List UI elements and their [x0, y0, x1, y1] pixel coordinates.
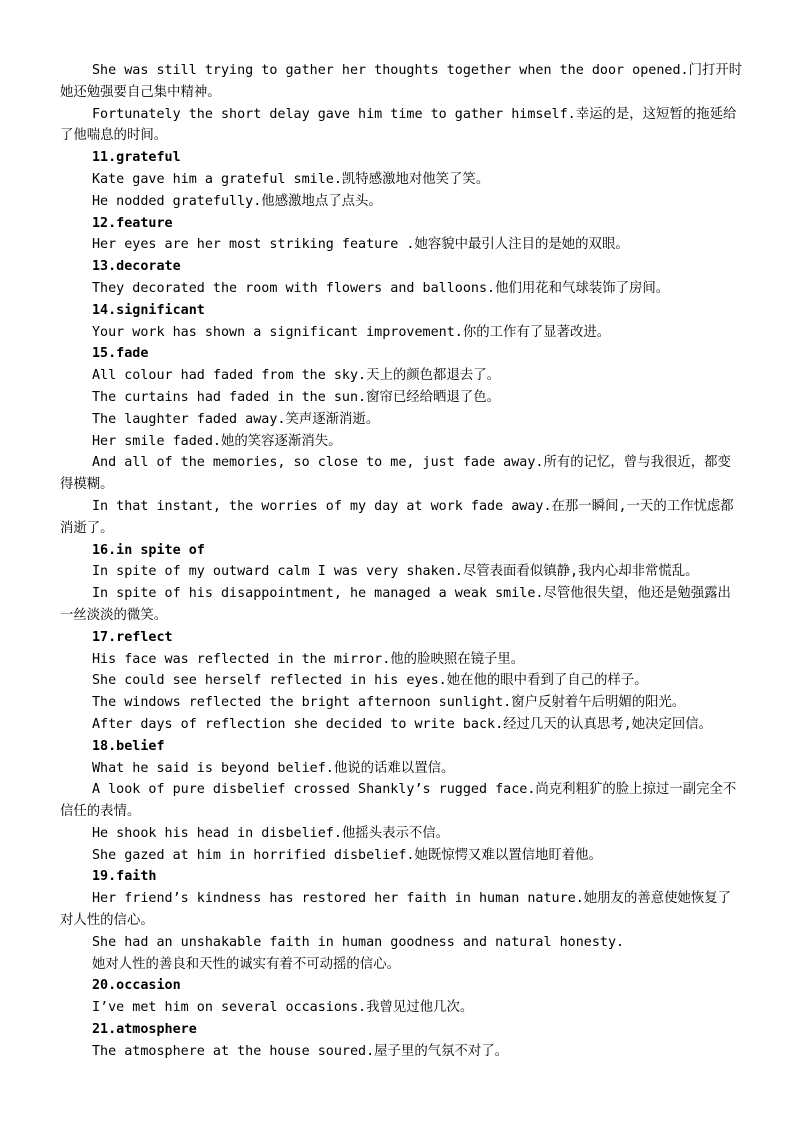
entry-heading: 15.fade: [92, 346, 149, 362]
entry-heading: 14.significant: [92, 302, 205, 318]
example-line: What he said is beyond belief.他说的话难以置信。: [92, 760, 455, 776]
example-line: Her smile faded.她的笑容逐渐消失。: [92, 433, 342, 449]
example-line: The atmosphere at the house soured.屋子里的气氛不对了。: [92, 1043, 509, 1059]
entry-in-spite-of: [60, 540, 744, 627]
example-line: She could see herself reflected in his eyes.她在他的眼中看到了自己的样子。: [92, 673, 648, 689]
entry-atmosphere: [60, 1019, 744, 1063]
intro-line: Fortunately the short delay gave him time to gather himself.幸运的是，这短暂的拖延给了他喘息的时间。: [60, 106, 737, 144]
entry-heading: 13.decorate: [92, 259, 181, 275]
example-line: The curtains had faded in the sun.窗帘已经给晒退了色。: [92, 389, 501, 405]
entry-feature: [60, 213, 744, 257]
example-line: In spite of his disappointment, he managed a weak smile.尽管他很失望，他还是勉强露出一丝淡淡的微笑。: [60, 586, 731, 623]
example-line: And all of the memories, so close to me, just fade away.所有的记忆，曾与我很近，都变得模糊。: [60, 455, 731, 493]
example-line: They decorated the room with flowers and balloons.他们用花和气球装饰了房间。: [92, 280, 670, 296]
example-line: Your work has shown a significant improvement.你的工作有了显著改进。: [92, 324, 611, 340]
example-line: In spite of my outward calm I was very shaken.尽管表面看似镇静,我内心却非常慌乱。: [92, 564, 699, 580]
entry-reflect: [60, 627, 744, 736]
entry-faith: [60, 866, 744, 975]
example-line: His face was reflected in the mirror.他的脸映照在镜子里。: [92, 651, 525, 667]
entry-heading: 18.belief: [92, 738, 165, 754]
example-line: In that instant, the worries of my day at work fade away.在那一瞬间,一天的工作忧虑都消逝了。: [60, 498, 734, 536]
example-line: I’ve met him on several occasions.我曾见过他几次。: [92, 1000, 474, 1016]
example-line: The windows reflected the bright afternoon sunlight.窗户反射着午后明媚的阳光。: [92, 695, 686, 711]
intro-line: She was still trying to gather her thoughts together when the door opened.门打开时她还勉强要自己集中精神。: [60, 63, 743, 100]
entry-decorate: [60, 256, 744, 300]
entry-significant: [60, 300, 744, 344]
entry-grateful: [60, 147, 744, 212]
entry-heading: 11.grateful: [92, 150, 181, 166]
example-line: She had an unshakable faith in human goodness and natural honesty.: [92, 934, 625, 950]
entry-occasion: [60, 975, 744, 1019]
example-line: He shook his head in disbelief.他摇头表示不信。: [92, 825, 450, 841]
example-line: She gazed at him in horrified disbelief.她既惊愕又难以置信地盯着他。: [92, 847, 602, 863]
example-line: He nodded gratefully.他感激地点了点头。: [92, 193, 382, 209]
example-line: A look of pure disbelief crossed Shankly’s rugged face.尚克利粗犷的脸上掠过一副完全不信任的表情。: [60, 782, 737, 820]
example-line: 她对人性的善良和天性的诚实有着不可动摇的信心。: [92, 956, 400, 972]
example-line: Her friend’s kindness has restored her faith in human nature.她朋友的善意使她恢复了对人性的信心。: [60, 891, 732, 929]
example-line: After days of reflection she decided to write back.经过几天的认真思考,她决定回信。: [92, 716, 713, 732]
entry-heading: 19.faith: [92, 869, 157, 885]
entry-heading: 20.occasion: [92, 978, 181, 994]
example-line: All colour had faded from the sky.天上的颜色都退去了。: [92, 368, 501, 384]
entry-heading: 17.reflect: [92, 629, 173, 645]
entry-heading: 21.atmosphere: [92, 1022, 197, 1038]
entry-fade: [60, 343, 744, 539]
entry-belief: [60, 736, 744, 867]
example-line: Kate gave him a grateful smile.凯特感激地对他笑了笑。: [92, 171, 490, 187]
entry-heading: 12.feature: [92, 215, 173, 231]
entry-heading: 16.in spite of: [92, 542, 205, 558]
example-line: Her eyes are her most striking feature .她容貌中最引人注目的是她的双眼。: [92, 237, 629, 253]
example-line: The laughter faded away.笑声逐渐消逝。: [92, 411, 380, 427]
document-page: [60, 60, 744, 1063]
